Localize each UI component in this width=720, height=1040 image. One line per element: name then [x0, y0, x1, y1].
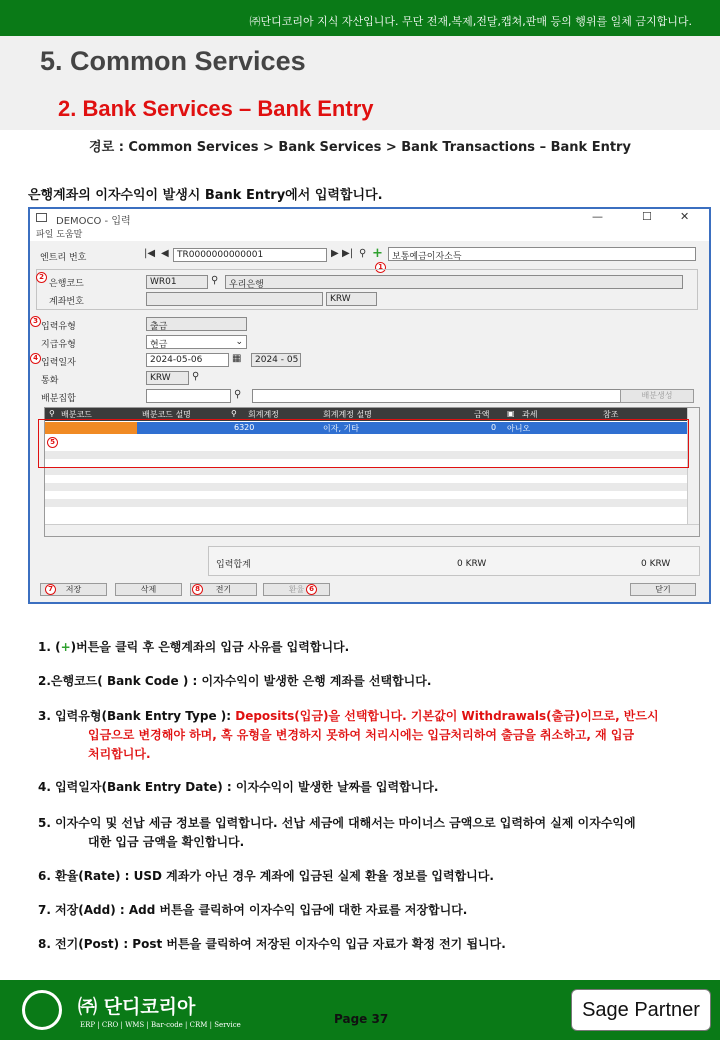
marker-5: 5 — [47, 437, 58, 448]
marker-4: 4 — [30, 353, 41, 364]
marker-1: 1 — [375, 262, 386, 273]
menu-bar[interactable]: 파일 도움말 — [30, 227, 709, 241]
calendar-icon[interactable]: ▦ — [232, 353, 242, 364]
grid-col-account: 회계계정 — [248, 410, 279, 419]
total-right: 0 KRW — [641, 559, 671, 569]
bank-lookup-icon[interactable]: ⚲ — [211, 275, 219, 286]
instruction-2: 2.은행코드( Bank Code ) : 이자수익이 발생한 은행 계좌를 선택합니다. — [38, 674, 432, 688]
grid-col-dist-desc: 배분코드 설명 — [142, 410, 191, 419]
intro-text: 은행계좌의 이자수익이 발생시 Bank Entry에서 입력합니다. — [28, 188, 383, 203]
breadcrumb: 경로 : Common Services > Bank Services > Bank Transactions – Bank Entry — [89, 140, 631, 155]
add-plus-icon[interactable]: + — [372, 246, 383, 261]
page-subtitle: 2. Bank Services – Bank Entry — [58, 96, 374, 121]
bank-name-field[interactable]: 우리은행 — [225, 275, 683, 289]
post-button-label: 전기 — [215, 585, 232, 594]
window-icon — [36, 213, 47, 222]
payment-type-value: 현금 — [150, 340, 168, 349]
distribution-create-button[interactable]: 배분생성 — [620, 389, 694, 403]
window-title: DEMOCO - 입력 — [56, 216, 131, 227]
instruction-3-warning-1: Deposits(입금)을 선택합니다. 기본값이 Withdrawals(출금)이므로, 반드시 — [235, 709, 659, 723]
close-icon[interactable]: ✕ — [680, 210, 690, 223]
entry-no-field[interactable]: TR0000000000001 — [173, 248, 327, 262]
maximize-icon[interactable]: ☐ — [642, 210, 652, 223]
company-services: ERP | CRO | WMS | Bar-code | CRM | Service — [80, 1021, 241, 1029]
grid-row — [45, 499, 689, 507]
marker-3: 3 — [30, 316, 41, 327]
grid-col-ref: 참조 — [603, 410, 619, 419]
grid-row — [45, 483, 689, 491]
grid-col-account-desc: 회계계정 설명 — [323, 410, 372, 419]
grid-col-amount: 금액 — [474, 410, 490, 419]
entry-type-field[interactable]: 출금 — [146, 317, 247, 331]
marker-6: 6 — [306, 584, 317, 595]
marker-7: 7 — [45, 584, 56, 595]
footer — [0, 980, 720, 1040]
grid-col-tax: 과세 — [522, 410, 538, 419]
instruction-7: 7. 저장(Add) : Add 버튼을 클릭하여 이자수익 입금에 대한 자료를 저장합니다. — [38, 903, 468, 917]
prev-record-icon[interactable]: ◀ — [161, 248, 169, 259]
plus-icon: + — [60, 640, 71, 654]
company-logo-icon — [22, 990, 62, 1030]
instruction-3-warning-2: 입금으로 변경해야 하며, 혹 유형을 변경하지 못하여 처리시에는 입금처리하여 출금을 취소하고, 재 입금 — [88, 728, 635, 742]
highlight-box — [38, 419, 689, 468]
grid-cell-account: 6320 — [234, 423, 255, 432]
instruction-3-pre: 3. 입력유형(Bank Entry Type ): — [38, 709, 236, 723]
description-field[interactable]: 보통예금이자소득 — [388, 247, 696, 261]
grid-horizontal-scrollbar[interactable] — [45, 524, 700, 536]
grid-col-tax-icon: ▣ — [507, 409, 515, 418]
entry-type-label: 입력유형 — [41, 322, 76, 332]
instruction-1 — [38, 638, 349, 657]
page-title: 5. Common Services — [40, 46, 306, 76]
chevron-down-icon: ⌄ — [235, 337, 243, 347]
instruction-1-pre: 1. ( — [38, 640, 61, 654]
instruction-3-warning-3: 처리합니다. — [88, 747, 151, 761]
delete-button[interactable]: 삭제 — [115, 583, 182, 596]
entry-date-label: 입력일자 — [41, 358, 76, 368]
distribution-desc-field — [252, 389, 634, 403]
distribution-field[interactable] — [146, 389, 231, 403]
entry-no-label: 엔트리 번호 — [40, 253, 87, 263]
close-button[interactable]: 닫기 — [630, 583, 696, 596]
grid-cell-tax: 아니오 — [507, 424, 531, 433]
sage-partner-logo: Sage Partner — [571, 989, 711, 1031]
payment-type-label: 지급유형 — [41, 340, 76, 350]
marker-8: 8 — [192, 584, 203, 595]
search-icon[interactable]: ⚲ — [359, 248, 367, 259]
grid-col-dist-code: 배분코드 — [61, 410, 92, 419]
payment-type-select[interactable] — [146, 335, 247, 349]
total-left: 0 KRW — [457, 559, 487, 569]
account-no-field[interactable] — [146, 292, 323, 306]
grid-col-account-search-icon: ⚲ — [231, 409, 237, 418]
instruction-8: 8. 전기(Post) : Post 버튼을 클릭하여 저장된 이자수익 입금 자료가 확정 전기 됩니다. — [38, 937, 506, 951]
account-currency-field: KRW — [326, 292, 377, 306]
grid-cell-amount: 0 — [491, 423, 497, 432]
instruction-1-post: )버튼을 클릭 후 은행계좌의 입금 사유를 입력합니다. — [70, 640, 350, 654]
instruction-3 — [38, 707, 708, 764]
save-button-label: 저장 — [65, 585, 82, 594]
currency-lookup-icon[interactable]: ⚲ — [192, 371, 200, 382]
entry-date-field[interactable]: 2024-05-06 — [146, 353, 229, 367]
totals-box — [208, 546, 700, 576]
last-record-icon[interactable]: ▶| — [342, 248, 354, 259]
window-titlebar — [30, 209, 709, 227]
page-header — [0, 36, 720, 130]
distribution-lookup-icon[interactable]: ⚲ — [234, 389, 242, 400]
page-number: Page 37 — [334, 1012, 389, 1026]
currency-field[interactable]: KRW — [146, 371, 189, 385]
instruction-6: 6. 환율(Rate) : USD 계좌가 아닌 경우 계좌에 입금된 실제 환율 정보를 입력합니다. — [38, 869, 494, 883]
grid-cell-account-desc: 이자, 기타 — [323, 424, 359, 433]
rate-button[interactable]: 환율 — [263, 583, 330, 596]
period-field: 2024 - 05 — [251, 353, 301, 367]
minimize-icon[interactable]: — — [592, 210, 603, 223]
instruction-5 — [38, 814, 708, 852]
account-label: 계좌번호 — [49, 297, 84, 307]
bank-code-label: 은행코드 — [49, 279, 84, 289]
bank-code-field[interactable]: WR01 — [146, 275, 208, 289]
next-record-icon[interactable]: ▶ — [331, 248, 339, 259]
marker-2: 2 — [36, 272, 47, 283]
currency-label: 통화 — [41, 376, 59, 386]
total-label: 입력합계 — [216, 560, 251, 570]
instruction-4: 4. 입력일자(Bank Entry Date) : 이자수익이 발생한 날짜를 입력합니다. — [38, 780, 439, 794]
instruction-5-line-2: 대한 입금 금액을 확인합니다. — [88, 835, 245, 849]
grid-row — [45, 467, 689, 475]
first-record-icon[interactable]: |◀ — [144, 248, 156, 259]
copyright-notice: ㈜단디코리아 지식 자산입니다. 무단 전재,복제,전달,캡쳐,판매 등의 행위를 일체 금지합니다. — [0, 0, 720, 36]
bank-entry-window — [28, 207, 711, 604]
instruction-5-line-1: 5. 이자수익 및 선납 세금 정보를 입력합니다. 선납 세금에 대해서는 마이너스 금액으로 입력하여 실제 이자수익에 — [38, 816, 636, 830]
grid-col-search-icon: ⚲ — [49, 409, 55, 418]
company-name: ㈜ 단디코리아 — [78, 996, 196, 1018]
distribution-label: 배분집합 — [41, 394, 76, 404]
